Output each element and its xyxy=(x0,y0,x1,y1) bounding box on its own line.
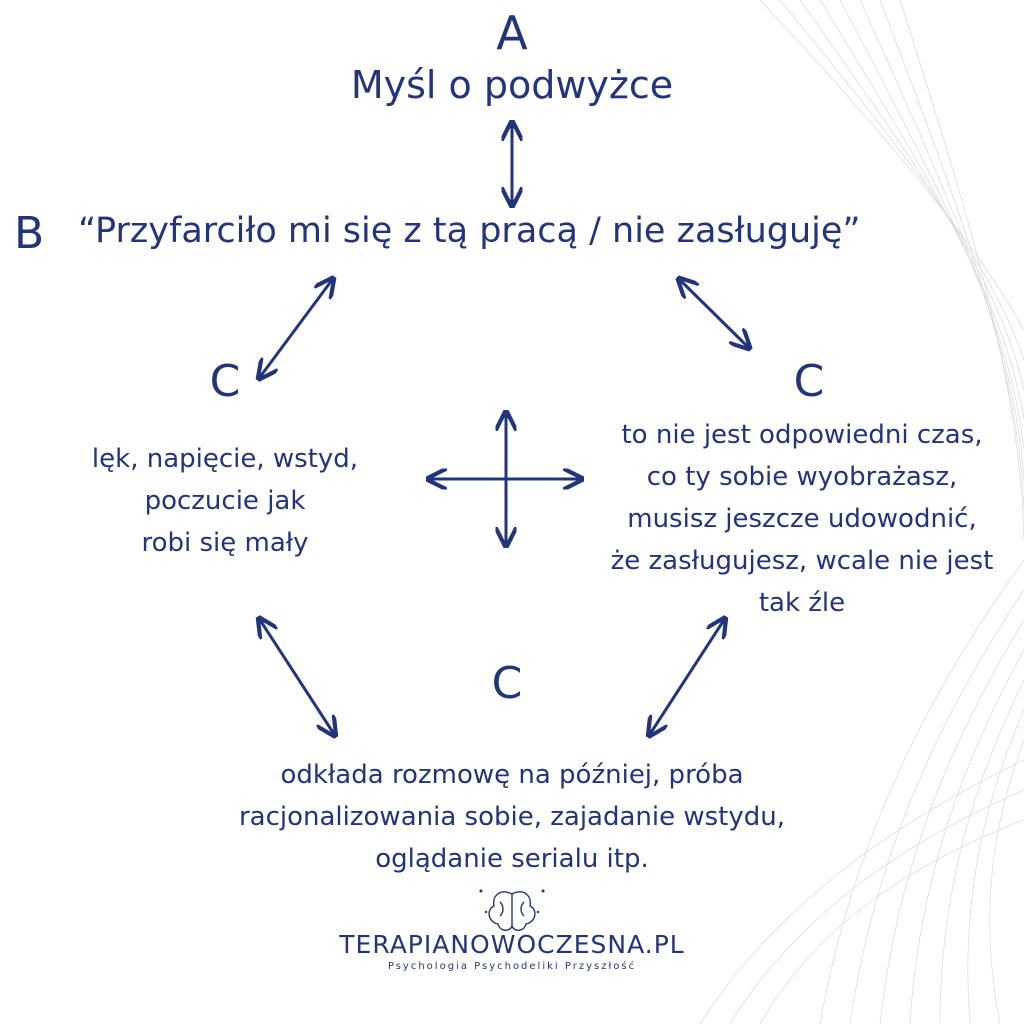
node-c-left-line: poczucie jak xyxy=(144,486,306,516)
node-a-letter: A xyxy=(496,6,528,60)
node-c-bottom-line: racjonalizowania sobie, zajadanie wstydu, xyxy=(238,802,786,832)
node-c-left-letter: C xyxy=(209,356,241,407)
node-c-bottom-letter: C xyxy=(491,658,523,709)
node-c-left-line: robi się mały xyxy=(141,528,309,558)
node-c-left-line: lęk, napięcie, wstyd, xyxy=(91,444,359,474)
brand-tagline: Psychologia Psychodeliki Przyszłość xyxy=(387,961,637,972)
node-c-right-line: tak źle xyxy=(758,588,846,618)
node-c-right-line: musisz jeszcze udowodnić, xyxy=(627,504,977,534)
brand-name: TERAPIANOWOCZESNA.PL xyxy=(339,930,685,959)
node-c-right-line: co ty sobie wyobrażasz, xyxy=(646,462,958,492)
node-c-right-letter: C xyxy=(793,356,825,407)
node-b-text: “Przyfarciło mi się z tą pracą / nie zasługuję” xyxy=(78,211,861,251)
node-c-bottom-line: odkłada rozmowę na później, próba xyxy=(280,760,744,790)
node-c-right-line: że zasługujesz, wcale nie jest xyxy=(610,546,994,576)
node-c-right-line: to nie jest odpowiedni czas, xyxy=(621,420,983,450)
node-b-letter: B xyxy=(14,208,45,259)
node-a-text: Myśl o podwyżce xyxy=(350,63,674,107)
node-c-bottom-line: oglądanie serialu itp. xyxy=(375,844,649,874)
